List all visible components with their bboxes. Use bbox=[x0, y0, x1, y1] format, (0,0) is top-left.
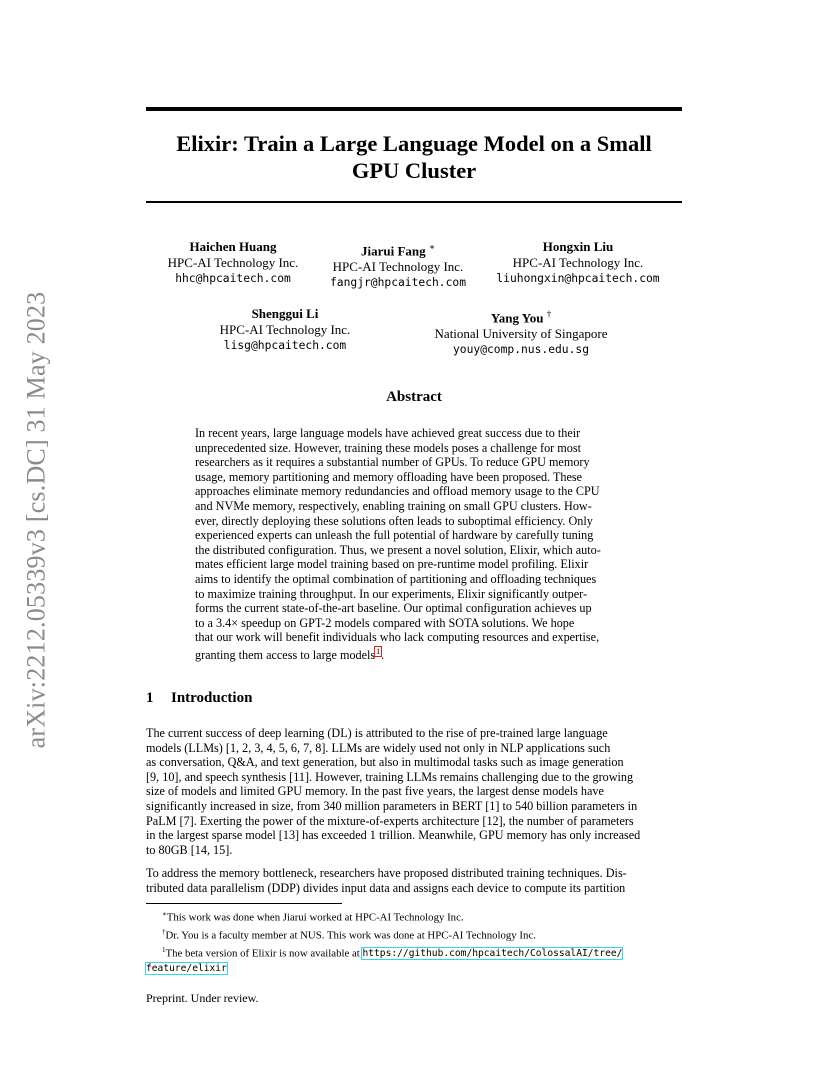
author-email[interactable]: lisg@hpcaitech.com bbox=[223, 339, 347, 352]
abstract-line: and NVMe memory, respectively, enabling training on small GPU clusters. How- bbox=[195, 498, 592, 513]
title-top-rule bbox=[146, 107, 682, 111]
author-footnote-mark: ∗ bbox=[428, 242, 436, 252]
author-block bbox=[421, 306, 621, 358]
author-affiliation: National University of Singapore bbox=[434, 326, 608, 342]
paragraph-line: size of models and limited GPU memory. In the past five years, the largest dense models have bbox=[146, 784, 604, 799]
abstract-line: unprecedented size. However, training these models poses a challenge for most bbox=[195, 440, 581, 455]
intro-paragraph-1 bbox=[146, 726, 682, 857]
abstract-line-last bbox=[195, 645, 635, 663]
paragraph-line: as conversation, Q&A, and text generation, but also in multimodal tasks such as image generation bbox=[146, 755, 624, 770]
footnote-rule bbox=[146, 903, 342, 904]
abstract-line: approaches eliminate memory redundancies and offload memory usage to the CPU bbox=[195, 484, 600, 499]
intro-paragraph-2 bbox=[146, 866, 682, 895]
paragraph-line: to 80GB [14, 15]. bbox=[146, 842, 233, 857]
footnote-item bbox=[146, 925, 686, 943]
paragraph-line: The current success of deep learning (DL) is attributed to the rise of pre-trained large language bbox=[146, 726, 608, 740]
author-name: Haichen Huang bbox=[189, 239, 277, 254]
abstract-last-text: granting them access to large models bbox=[195, 647, 376, 662]
paragraph-line: tributed data parallelism (DDP) divides input data and assigns each device to compute its partition bbox=[146, 880, 626, 895]
abstract-line: experienced experts can unleash the full potential of hardware by carefully tuning bbox=[195, 528, 594, 543]
abstract-body bbox=[195, 426, 635, 663]
elixir-github-link[interactable]: https://github.com/hpcaitech/ColossalAI/tree/ bbox=[362, 948, 623, 960]
footnote-item bbox=[146, 943, 686, 962]
footnotes bbox=[146, 907, 686, 977]
author-affiliation: HPC-AI Technology Inc. bbox=[512, 255, 644, 270]
footnote-link-1[interactable]: 1 bbox=[376, 646, 381, 656]
abstract-line: In recent years, large language models have achieved great success due to their bbox=[195, 426, 581, 440]
abstract-line: usage, memory partitioning and memory offloading have been proposed. These bbox=[195, 469, 583, 484]
paragraph-line: significantly increased in size, from 340 million parameters in BERT [1] to 540 billion parameters in bbox=[146, 798, 638, 813]
footnote-item bbox=[146, 907, 686, 925]
abstract-line: aims to identify the optimal combination of partitioning and offloading techniques bbox=[195, 571, 597, 586]
section-title: Introduction bbox=[171, 690, 253, 706]
abstract-line: to maximize training throughput. In our experiments, Elixir significantly outper- bbox=[195, 586, 588, 601]
author-email[interactable]: fangjr@hpcaitech.com bbox=[329, 276, 467, 290]
abstract-line: the distributed configuration. Thus, we present a novel solution, Elixir, which auto- bbox=[195, 542, 601, 557]
abstract-line: ever, directly deploying these solutions often leads to suboptimal efficiency. Only bbox=[195, 513, 593, 528]
footnote-mark: 1 bbox=[162, 945, 166, 954]
paragraph-line: PaLM [7]. Exerting the power of the mixture-of-experts architecture [12], the number of parameters bbox=[146, 813, 634, 828]
author-affiliation: HPC-AI Technology Inc. bbox=[219, 322, 351, 337]
title-line-1: Elixir: Train a Large Language Model on a Small bbox=[176, 131, 652, 156]
preprint-note: Preprint. Under review. bbox=[146, 991, 259, 1005]
paragraph-line: in the largest sparse model [13] has exceeded 1 trillion. Meanwhile, GPU memory has only increased bbox=[146, 828, 641, 843]
author-affiliation: HPC-AI Technology Inc. bbox=[332, 259, 464, 275]
author-block bbox=[148, 239, 318, 287]
abstract-line: forms the current state-of-the-art baseline. Our optimal configuration achieves up bbox=[195, 601, 592, 616]
section-heading-introduction bbox=[146, 690, 252, 707]
title-line-2: GPU Cluster bbox=[351, 158, 477, 183]
author-email[interactable]: liuhongxin@hpcaitech.com bbox=[496, 272, 660, 285]
abstract-heading: Abstract bbox=[386, 389, 442, 405]
author-email[interactable]: youy@comp.nus.edu.sg bbox=[452, 343, 590, 357]
abstract-line: researchers as it requires a substantial number of GPUs. To reduce GPU memory bbox=[195, 455, 590, 470]
elixir-github-link-continued[interactable]: feature/elixir bbox=[146, 963, 227, 975]
abstract-line: to a 3.4× speedup on GPT-2 models compared with SOTA solutions. We hope bbox=[195, 615, 575, 630]
footnote-item-continued bbox=[146, 961, 686, 976]
title-bottom-rule bbox=[146, 201, 682, 203]
author-footnote-mark: † bbox=[546, 309, 552, 319]
author-block bbox=[313, 239, 483, 291]
author-affiliation: HPC-AI Technology Inc. bbox=[167, 255, 299, 270]
arxiv-watermark bbox=[12, 270, 60, 770]
footnote-text: This work was done when Jiarui worked at HPC-AI Technology Inc. bbox=[166, 911, 464, 924]
author-name: Yang You bbox=[490, 310, 544, 326]
footnote-mark: † bbox=[162, 927, 166, 936]
paragraph-line: To address the memory bottleneck, researchers have proposed distributed training techniques. Dis- bbox=[146, 866, 627, 880]
arxiv-watermark-text: arXiv:2212.05339v3 [cs.DC] 31 May 2023 bbox=[21, 291, 50, 749]
author-block bbox=[200, 306, 370, 354]
footnote-text: The beta version of Elixir is now available at bbox=[165, 947, 363, 960]
author-block bbox=[483, 239, 673, 287]
abstract-line: that our work will benefit individuals who lack computing resources and expertise, bbox=[195, 630, 600, 645]
abstract-period: . bbox=[381, 647, 385, 662]
footnote-text: Dr. You is a faculty member at NUS. This work was done at HPC-AI Technology Inc. bbox=[165, 929, 536, 942]
author-name: Shenggui Li bbox=[251, 306, 319, 321]
author-name: Jiarui Fang bbox=[360, 243, 426, 259]
author-name: Hongxin Liu bbox=[542, 239, 614, 254]
abstract-line: mates efficient large model training based on pre-runtime model profiling. Elixir bbox=[195, 557, 589, 572]
paper-title bbox=[146, 130, 682, 184]
footnote-mark: ∗ bbox=[162, 910, 167, 918]
paragraph-line: models (LLMs) [1, 2, 3, 4, 5, 6, 7, 8]. LLMs are widely used not only in NLP applications such bbox=[146, 740, 611, 755]
section-number: 1 bbox=[146, 690, 154, 706]
paragraph-line: [9, 10], and speech synthesis [11]. However, training LLMs remains challenging due to the growing bbox=[146, 769, 634, 784]
author-email[interactable]: hhc@hpcaitech.com bbox=[175, 272, 291, 285]
